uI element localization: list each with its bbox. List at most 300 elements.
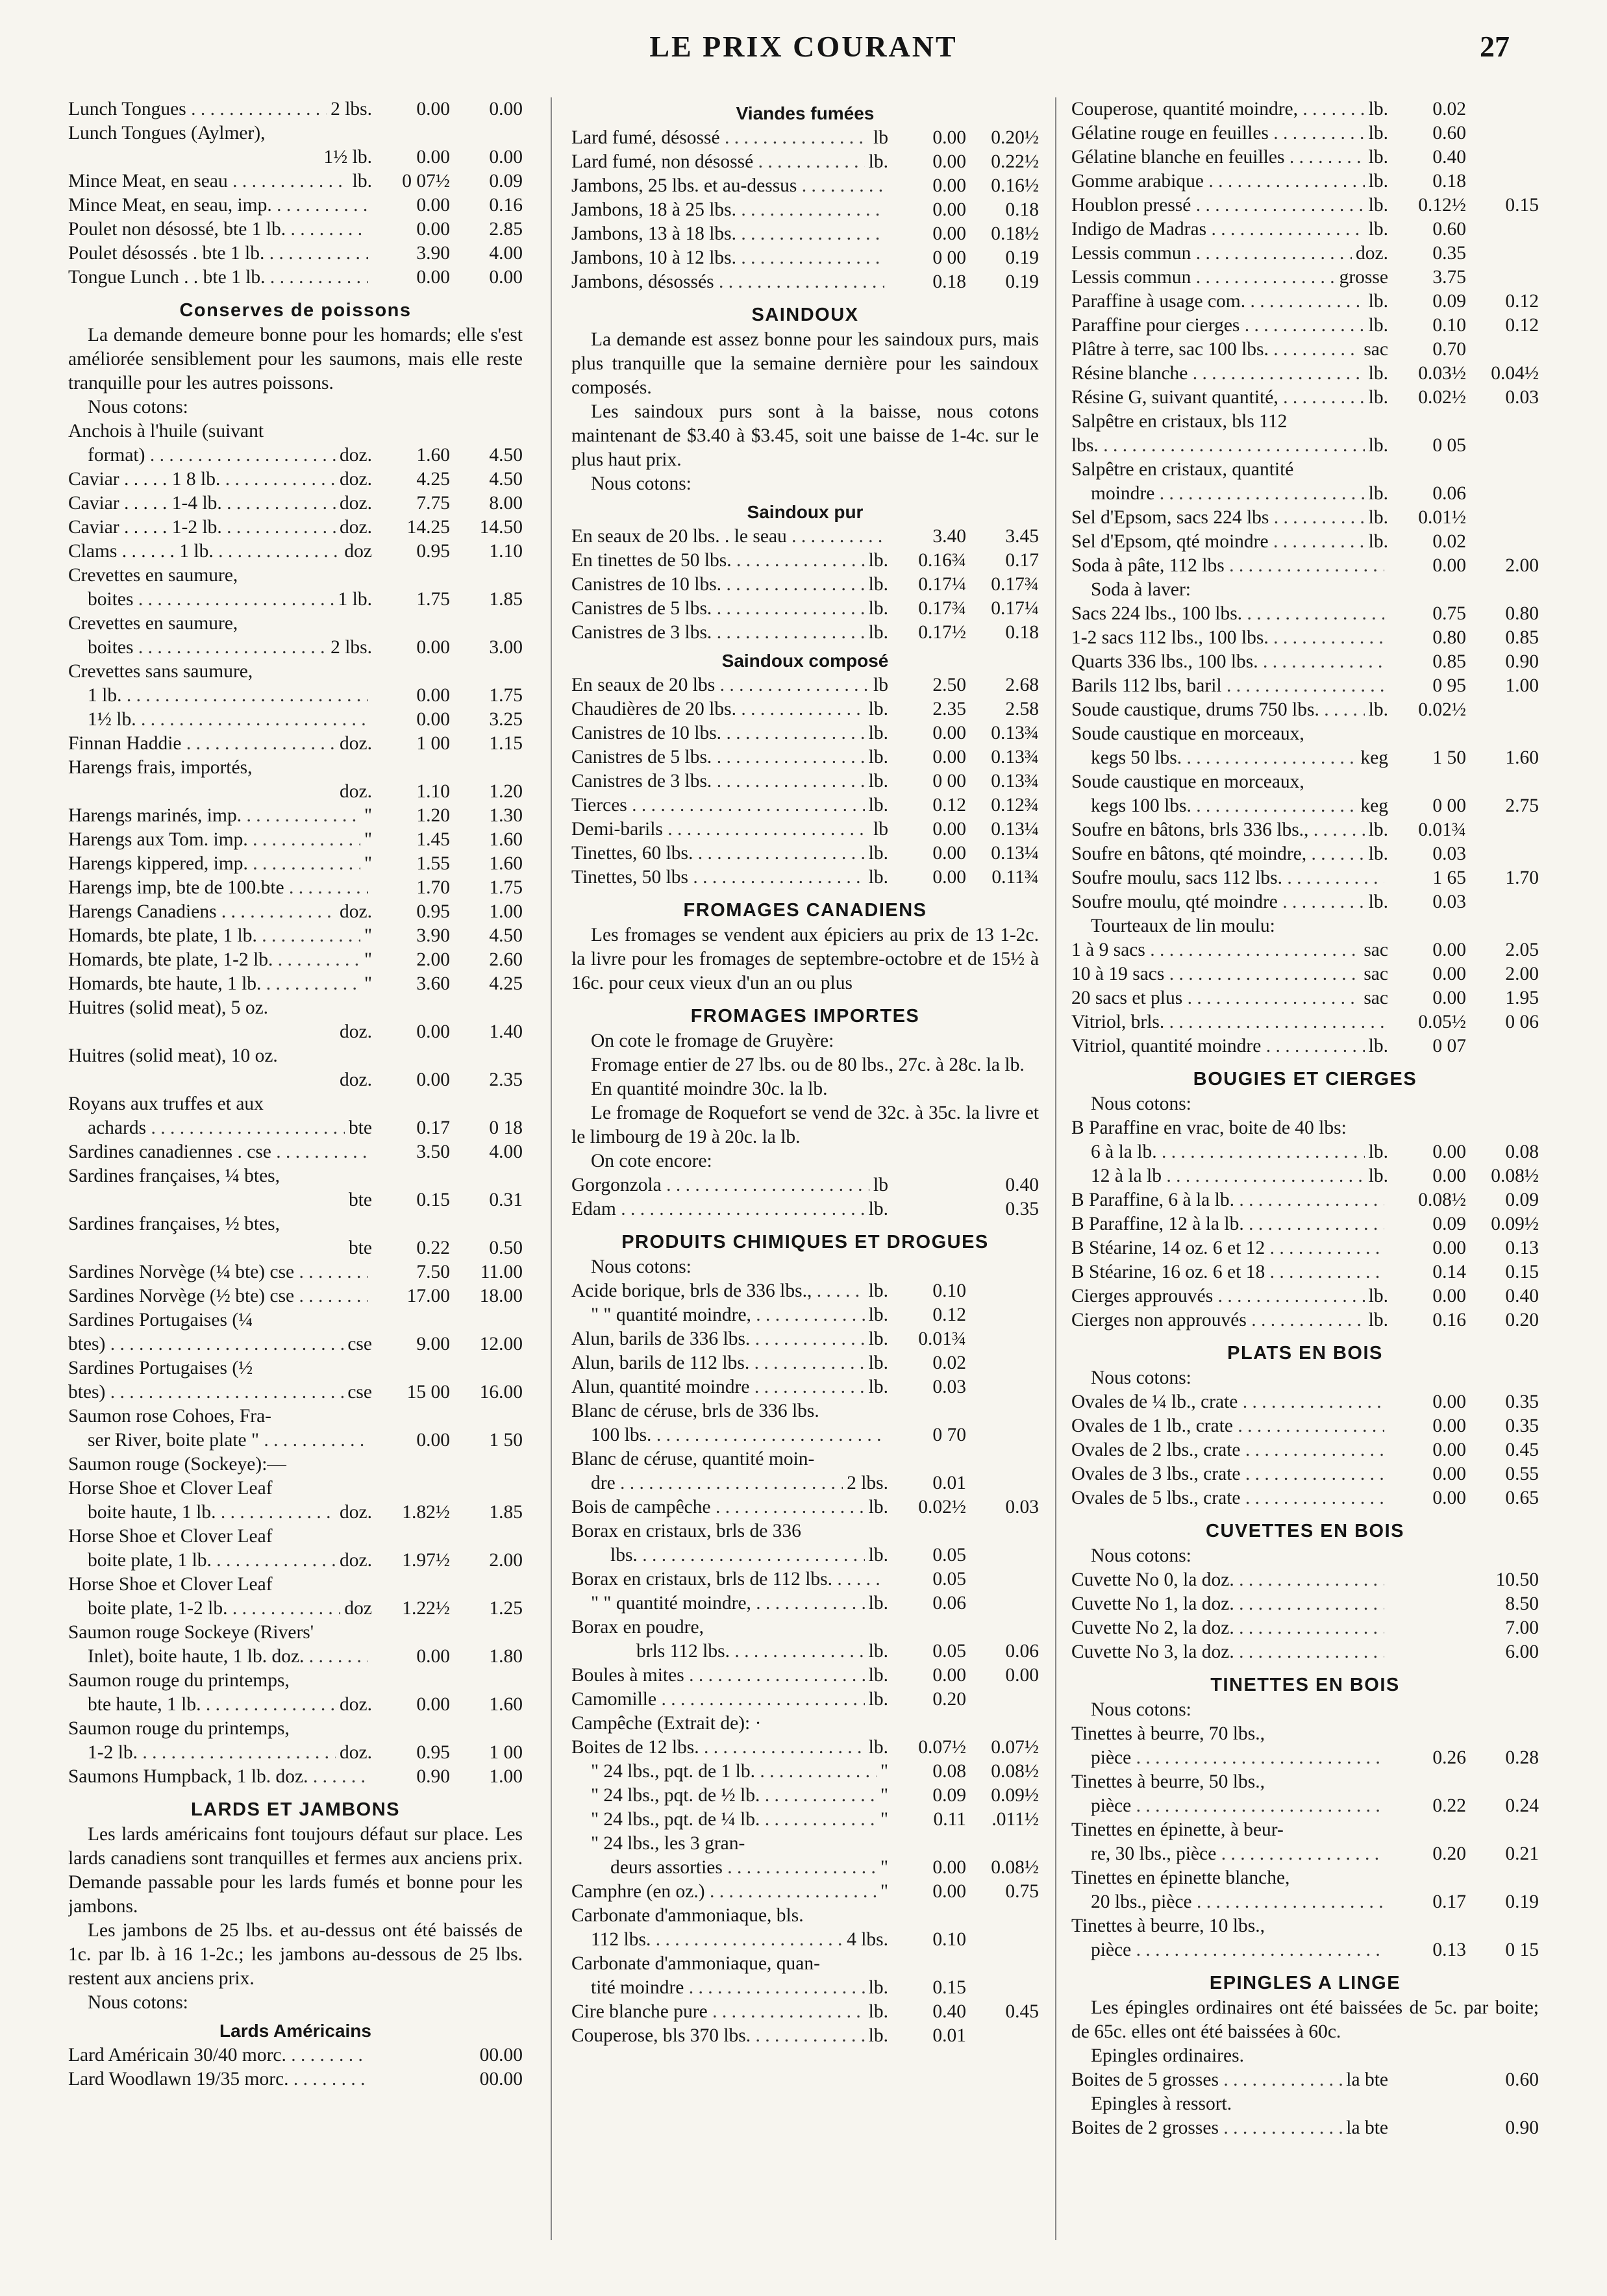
- price-high: 1.85: [489, 589, 523, 610]
- price-row: [1071, 1890, 1539, 1914]
- price-high: 0.13: [1505, 1238, 1539, 1258]
- price-low: 15 00: [406, 1382, 450, 1403]
- item-unit: lb.: [1368, 1142, 1388, 1162]
- item-unit: lb.: [1368, 1286, 1388, 1306]
- text-line: En quantité moindre 30c. la lb.: [591, 1079, 828, 1099]
- price-high: 2.60: [489, 949, 523, 970]
- price-high: 1.75: [489, 685, 523, 706]
- price-row: [571, 1327, 1039, 1351]
- price-high: 0.50: [489, 1238, 523, 1258]
- price-high: 0 18: [489, 1117, 523, 1138]
- price-row: [68, 540, 523, 564]
- item-name: Lard Woodlawn 19/35 morc. . . .: [68, 2067, 368, 2091]
- item-name: Paraffine à usage com. . . .: [1071, 290, 1365, 314]
- item-unit: doz.: [340, 1069, 372, 1090]
- price-high: 0.21: [1505, 1843, 1539, 1864]
- item-name: Couperose, bls 370 lbs. . . .: [571, 2024, 865, 2048]
- price-low: 0.00: [932, 1857, 966, 1878]
- price-row: [1071, 145, 1539, 169]
- item-name: Boites de 2 grosses . . .: [1071, 2116, 1342, 2140]
- price-low: 0.00: [932, 175, 966, 196]
- price-low: 0 07: [1432, 1036, 1466, 1056]
- price-low: 0.17¾: [918, 598, 966, 619]
- price-low: 2.50: [932, 675, 966, 695]
- item-name: Camomille . . .: [571, 1688, 865, 1712]
- text-line: Horse Shoe et Clover Leaf: [68, 1526, 273, 1547]
- item-name: Cierges non approuvés . . .: [1071, 1308, 1365, 1332]
- item-unit: sac: [1364, 988, 1388, 1008]
- price-low: 0.12: [932, 795, 966, 816]
- price-low: 0.17: [1432, 1891, 1466, 1912]
- price-high: 0.00: [489, 99, 523, 119]
- price-low: 0.17: [416, 1117, 450, 1138]
- item-name: Ovales de ¼ lb., crate . . .: [1071, 1390, 1384, 1414]
- price-row: [68, 1068, 523, 1092]
- text-line: Anchois à l'huile (suivant: [68, 421, 264, 442]
- price-low: 3.90: [416, 243, 450, 264]
- price-low: 1.82½: [402, 1502, 450, 1523]
- price-low: 0.06: [932, 1593, 966, 1614]
- price-row: [1071, 1568, 1539, 1592]
- item-unit: 2 lbs.: [847, 1473, 888, 1493]
- item-name: Canistres de 3 lbs. . . .: [571, 621, 865, 645]
- item-name: Soufre moulu, qté moindre . . .: [1071, 890, 1365, 914]
- text-line: Sardines françaises, ½ btes,: [68, 1214, 280, 1234]
- price-low: 0.60: [1432, 123, 1466, 144]
- price-low: 0.00: [932, 747, 966, 767]
- item-unit: lb.: [1368, 219, 1388, 240]
- price-row: [1071, 1308, 1539, 1332]
- item-name: Sel d'Epsom, sacs 224 lbs . . .: [1071, 506, 1365, 530]
- item-name: Soude caustique, drums 750 lbs. . . .: [1071, 698, 1365, 722]
- price-low: 7.75: [416, 493, 450, 514]
- price-low: 0.70: [1432, 339, 1466, 360]
- price-low: 0.15: [416, 1190, 450, 1210]
- price-row: [571, 525, 1039, 549]
- item-name: Harengs aux Tom. imp. . . .: [68, 828, 360, 852]
- price-row: [571, 793, 1039, 817]
- item-unit: lb.: [868, 1737, 888, 1758]
- price-high: 11.00: [480, 1262, 523, 1282]
- item-unit: lb.: [1368, 483, 1388, 504]
- item-name: Homards, bte plate, 1 lb. . . .: [68, 924, 360, 948]
- price-low: 0.00: [1432, 1440, 1466, 1460]
- price-low: 1.60: [416, 445, 450, 466]
- price-high: 1.70: [1505, 867, 1539, 888]
- price-row: [68, 1116, 523, 1140]
- price-low: 0.08½: [1418, 1190, 1466, 1210]
- item-unit: sac: [1364, 940, 1388, 960]
- item-name: boites . . .: [88, 588, 334, 612]
- price-low: 0.02: [932, 1353, 966, 1373]
- price-low: 0.01¾: [918, 1329, 966, 1349]
- price-low: 0.18: [932, 271, 966, 292]
- price-row: [68, 1741, 523, 1765]
- price-high: 1.25: [489, 1598, 523, 1619]
- item-name: Canistres de 3 lbs. . . .: [571, 769, 865, 793]
- price-low: 0.00: [1432, 988, 1466, 1008]
- price-row: [571, 222, 1039, 246]
- price-high: 0.12: [1505, 315, 1539, 336]
- item-name: ser River, boite plate " . . .: [88, 1429, 368, 1453]
- text-line: Sardines Portugaises (½: [68, 1358, 253, 1379]
- price-low: 1.55: [416, 853, 450, 874]
- price-low: 0.00: [1432, 1464, 1466, 1484]
- item-unit: lb.: [868, 1280, 888, 1301]
- price-low: 1.97½: [402, 1550, 450, 1571]
- item-unit: lb.: [868, 1497, 888, 1517]
- price-high: 2.05: [1505, 940, 1539, 960]
- item-name: Lard fumé, désossé . . .: [571, 126, 869, 150]
- price-low: 0.00: [932, 867, 966, 888]
- price-high: 00.00: [479, 2069, 523, 2090]
- price-row: [571, 1279, 1039, 1303]
- item-name: Canistres de 10 lbs. . . .: [571, 573, 865, 597]
- item-name: Plâtre à terre, sac 100 lbs. . . .: [1071, 338, 1360, 362]
- price-low: 0.40: [932, 2001, 966, 2022]
- item-unit: lb.: [868, 1545, 888, 1566]
- price-high: 0.90: [1505, 651, 1539, 672]
- item-unit: cse: [347, 1334, 372, 1354]
- section-heading: TINETTES EN BOIS: [1210, 1675, 1400, 1695]
- section-heading: FROMAGES IMPORTES: [690, 1006, 920, 1027]
- price-high: 0.20: [1505, 1310, 1539, 1330]
- item-unit: doz.: [340, 1550, 372, 1571]
- item-unit: doz.: [340, 469, 372, 490]
- price-low: 17.00: [406, 1286, 450, 1306]
- text-line: Tinettes en épinette blanche,: [1071, 1867, 1290, 1888]
- item-unit: lb.: [868, 2001, 888, 2022]
- price-low: 0.40: [1432, 147, 1466, 168]
- text-line: Saumon rouge (Sockeye):—: [68, 1454, 286, 1475]
- item-name: Saumons Humpback, 1 lb. doz. . . .: [68, 1765, 368, 1789]
- price-row: [68, 1645, 523, 1669]
- price-low: 0.75: [1432, 603, 1466, 624]
- text-line: Blanc de céruse, brls de 336 lbs.: [571, 1401, 819, 1421]
- price-row: [571, 150, 1039, 174]
- text-line: Campêche (Extrait de): ·: [571, 1713, 762, 1734]
- price-row: [68, 218, 523, 242]
- price-high: 1.00: [1505, 675, 1539, 696]
- item-name: Boites de 5 grosses . . .: [1071, 2068, 1342, 2092]
- price-high: 0.13¼: [991, 819, 1039, 840]
- item-name: lbs. . . .: [610, 1543, 865, 1567]
- price-row: [571, 126, 1039, 150]
- price-low: 0.95: [416, 1742, 450, 1763]
- price-low: 0.95: [416, 901, 450, 922]
- price-low: 14.25: [406, 517, 450, 538]
- item-name: Caviar . . . . . 1-2 lb. . . .: [68, 516, 336, 540]
- price-row: [1071, 938, 1539, 962]
- price-high: 0.09½: [991, 1785, 1039, 1806]
- price-row: [1071, 530, 1539, 554]
- price-low: 0.22: [416, 1238, 450, 1258]
- item-unit: lb.: [1368, 1036, 1388, 1056]
- price-low: 0.00: [932, 1881, 966, 1902]
- price-row: [68, 852, 523, 876]
- price-row: [1071, 169, 1539, 193]
- item-unit: lb.: [868, 151, 888, 172]
- item-unit: lb.: [1368, 291, 1388, 312]
- market-commentary: La demande demeure bonne pour les homards; elle s'est améliorée sensiblement pour les saumons, mais elle reste tranquille pour les autres poissons.: [68, 325, 523, 393]
- page-header: [0, 29, 1607, 68]
- price-row: [1071, 1842, 1539, 1866]
- price-low: 0.16: [1432, 1310, 1466, 1330]
- text-line: Saumon rouge du printemps,: [68, 1670, 290, 1691]
- price-low: 0.00: [932, 1665, 966, 1686]
- price-high: 0.09: [1505, 1190, 1539, 1210]
- text-line: Carbonate d'ammoniaque, bls.: [571, 1905, 804, 1926]
- item-unit: ": [880, 1809, 888, 1830]
- price-row: [68, 1020, 523, 1044]
- item-name: Tierces . . .: [571, 793, 865, 817]
- price-low: 0.09: [932, 1785, 966, 1806]
- item-name: tité moindre . . .: [591, 1976, 865, 2000]
- price-high: 2.68: [1005, 675, 1039, 695]
- price-row: [1071, 890, 1539, 914]
- price-high: 0.65: [1505, 1488, 1539, 1508]
- price-row: [1071, 650, 1539, 674]
- price-high: 10.50: [1495, 1569, 1539, 1590]
- item-unit: doz: [344, 541, 372, 562]
- item-unit: lb.: [868, 771, 888, 792]
- price-high: 0.85: [1505, 627, 1539, 648]
- price-low: 0.00: [416, 99, 450, 119]
- text-line: Nous cotons:: [591, 1256, 691, 1277]
- item-name: Mince Meat, en seau . . .: [68, 169, 349, 193]
- price-low: 0 00: [932, 247, 966, 268]
- item-name: Canistres de 10 lbs. . . .: [571, 721, 865, 745]
- price-row: [68, 1236, 523, 1260]
- item-unit: lb.: [868, 1593, 888, 1614]
- item-unit: lb: [873, 675, 888, 695]
- price-row: [571, 1928, 1039, 1952]
- price-high: 1 00: [489, 1742, 523, 1763]
- price-row: [1071, 314, 1539, 338]
- item-name: re, 30 lbs., pièce . . .: [1091, 1842, 1384, 1866]
- item-unit: doz.: [1356, 243, 1388, 264]
- item-name: Mince Meat, en seau, imp. . . .: [68, 193, 368, 218]
- price-high: 2.75: [1505, 795, 1539, 816]
- text-line: " 24 lbs., les 3 gran-: [591, 1833, 745, 1854]
- item-name: 6 à la lb. . . .: [1091, 1140, 1365, 1164]
- price-row: [68, 636, 523, 660]
- text-line: Nous cotons:: [1091, 1093, 1191, 1114]
- item-unit: doz: [344, 1598, 372, 1619]
- item-unit: bte: [348, 1117, 372, 1138]
- item-unit: bte: [348, 1190, 372, 1210]
- item-name: pièce . . .: [1091, 1746, 1384, 1770]
- item-name: Lessis commun . . .: [1071, 242, 1352, 266]
- item-unit: 2 lbs.: [330, 637, 372, 658]
- price-low: 0.02½: [918, 1497, 966, 1517]
- item-name: Ovales de 5 lbs., crate . . .: [1071, 1486, 1384, 1510]
- price-row: [571, 174, 1039, 198]
- price-low: 0 70: [932, 1425, 966, 1445]
- price-row: [1071, 1188, 1539, 1212]
- price-high: 0.35: [1505, 1416, 1539, 1436]
- item-name: En seaux de 20 lbs . . .: [571, 673, 869, 697]
- item-name: Sardines Norvège (½ bte) cse . . .: [68, 1284, 368, 1308]
- price-row: [68, 1693, 523, 1717]
- price-row: [1071, 218, 1539, 242]
- item-unit: lb.: [868, 1199, 888, 1219]
- price-low: 0.17¼: [918, 574, 966, 595]
- item-name: Tinettes, 60 lbs. . . .: [571, 842, 865, 866]
- item-unit: doz.: [340, 1694, 372, 1715]
- price-low: 0 07½: [402, 171, 450, 192]
- price-low: 0.03: [1432, 843, 1466, 864]
- price-low: 0.02½: [1418, 699, 1466, 720]
- price-low: 0.60: [1432, 219, 1466, 240]
- item-unit: lb.: [868, 843, 888, 864]
- market-commentary: Le fromage de Roquefort se vend de 32c. à 35c. la livre et le limbourg de 19 à 20c. la lb.: [571, 1103, 1039, 1147]
- price-low: 0.03½: [1418, 363, 1466, 384]
- price-row: [1071, 602, 1539, 626]
- price-row: [68, 193, 523, 218]
- price-low: 2.00: [416, 949, 450, 970]
- text-line: Sardines françaises, ¼ btes,: [68, 1166, 280, 1186]
- price-low: 1 65: [1432, 867, 1466, 888]
- item-name: boite plate, 1-2 lb. . . .: [88, 1597, 340, 1621]
- price-row: [1071, 242, 1539, 266]
- price-row: [571, 1543, 1039, 1567]
- price-high: 8.00: [489, 493, 523, 514]
- item-name: Boites de 12 lbs. . . .: [571, 1736, 865, 1760]
- price-row: [68, 972, 523, 996]
- market-commentary: La demande est assez bonne pour les saindoux purs, mais plus tranquille que la semaine dernière pour les saindoux composés.: [571, 329, 1039, 398]
- price-low: 0.00: [932, 819, 966, 840]
- price-low: 0.14: [1432, 1262, 1466, 1282]
- text-line: Saumon rouge Sockeye (Rivers': [68, 1622, 314, 1643]
- section-heading: Conserves de poissons: [179, 300, 412, 321]
- item-name: 112 lbs. . . .: [591, 1928, 843, 1952]
- price-high: 2.00: [489, 1550, 523, 1571]
- text-line: Saumon rouge du printemps,: [68, 1718, 290, 1739]
- price-row: [1071, 1164, 1539, 1188]
- item-name: 1-2 sacs 112 lbs., 100 lbs. . . .: [1071, 626, 1384, 650]
- subsection-heading: Viandes fumées: [736, 103, 875, 123]
- price-row: [1071, 1938, 1539, 1962]
- item-unit: lb.: [1368, 843, 1388, 864]
- price-row: [571, 1351, 1039, 1375]
- price-high: 14.50: [479, 517, 523, 538]
- price-row: [571, 1880, 1039, 1904]
- price-high: 18.00: [479, 1286, 523, 1306]
- price-low: 0.01½: [1418, 507, 1466, 528]
- text-line: On cote encore:: [591, 1151, 712, 1171]
- price-high: 0.00: [489, 267, 523, 288]
- price-row: [68, 2043, 523, 2067]
- price-low: 0.00: [1432, 555, 1466, 576]
- price-high: 0.19: [1005, 271, 1039, 292]
- item-name: Jambons, désossés . . .: [571, 270, 884, 294]
- price-low: 0.15: [932, 1977, 966, 1998]
- price-low: 0.00: [416, 147, 450, 168]
- price-high: 0.35: [1505, 1391, 1539, 1412]
- item-unit: ": [880, 1785, 888, 1806]
- price-row: [68, 443, 523, 468]
- price-high: 0.09½: [1491, 1214, 1539, 1234]
- section-heading: PLATS EN BOIS: [1227, 1343, 1383, 1364]
- item-unit: lb.: [1368, 171, 1388, 192]
- item-name: Alun, barils de 112 lbs. . . .: [571, 1351, 865, 1375]
- item-unit: lb.: [1368, 531, 1388, 552]
- price-row: [571, 1664, 1039, 1688]
- item-unit: 4 lbs.: [847, 1929, 888, 1950]
- item-name: Ovales de 1 lb., crate . . .: [1071, 1414, 1384, 1438]
- price-low: 0.20: [1432, 1843, 1466, 1864]
- item-name: deurs assorties . . .: [610, 1856, 877, 1880]
- price-row: [571, 1688, 1039, 1712]
- price-row: [1071, 1414, 1539, 1438]
- price-row: [571, 817, 1039, 842]
- price-row: [1071, 986, 1539, 1010]
- item-name: Cuvette No 1, la doz. . . .: [1071, 1592, 1384, 1616]
- text-line: Tourteaux de lin moulu:: [1091, 916, 1275, 936]
- item-name: Lard Américain 30/40 morc. . . .: [68, 2043, 368, 2067]
- price-row: [1071, 2068, 1539, 2092]
- price-low: 0.80: [1432, 627, 1466, 648]
- item-unit: lb: [873, 1175, 888, 1195]
- price-row: [571, 769, 1039, 793]
- price-low: 1.22½: [402, 1598, 450, 1619]
- text-line: Horse Shoe et Clover Leaf: [68, 1478, 273, 1499]
- price-row: [1071, 1746, 1539, 1770]
- price-high: 0.13¾: [991, 771, 1039, 792]
- price-row: [1071, 842, 1539, 866]
- item-unit: lb.: [868, 1353, 888, 1373]
- price-row: [68, 97, 523, 121]
- item-unit: lb.: [868, 2025, 888, 2046]
- price-row: [1071, 626, 1539, 650]
- price-high: 0.19: [1005, 247, 1039, 268]
- item-unit: keg: [1360, 795, 1388, 816]
- item-name: btes) . . .: [68, 1332, 343, 1356]
- price-low: 9.00: [416, 1334, 450, 1354]
- item-unit: ": [364, 829, 372, 850]
- price-row: [68, 1188, 523, 1212]
- item-name: Gomme arabique . . .: [1071, 169, 1365, 193]
- price-high: 1.85: [489, 1502, 523, 1523]
- price-row: [571, 697, 1039, 721]
- subsection-heading: Saindoux composé: [721, 651, 889, 671]
- item-name: Canistres de 5 lbs. . . .: [571, 745, 865, 769]
- item-name: lbs. . . .: [1071, 434, 1365, 458]
- price-high: 0.08½: [991, 1761, 1039, 1782]
- price-row: [571, 745, 1039, 769]
- price-high: 0.24: [1505, 1795, 1539, 1816]
- item-name: Poulet désossés . bte 1 lb. . . .: [68, 242, 368, 266]
- price-row: [68, 266, 523, 290]
- price-low: 0.10: [932, 1929, 966, 1950]
- price-high: 1.00: [489, 901, 523, 922]
- price-low: 0.05: [932, 1545, 966, 1566]
- item-name: 1 à 9 sacs . . .: [1071, 938, 1360, 962]
- item-unit: bte: [348, 1238, 372, 1258]
- price-column-left: [68, 97, 523, 2266]
- price-high: 0.13¾: [991, 723, 1039, 743]
- item-name: Gorgonzola . . .: [571, 1173, 869, 1197]
- price-high: 0.16½: [991, 175, 1039, 196]
- price-high: 2.35: [489, 1069, 523, 1090]
- price-row: [1071, 434, 1539, 458]
- item-name: Alun, quantité moindre . . .: [571, 1375, 865, 1399]
- item-name: Soufre en bâtons, brls 336 lbs., . . .: [1071, 818, 1365, 842]
- price-low: 0.00: [932, 151, 966, 172]
- price-high: 1.30: [489, 805, 523, 826]
- price-high: 0.40: [1505, 1286, 1539, 1306]
